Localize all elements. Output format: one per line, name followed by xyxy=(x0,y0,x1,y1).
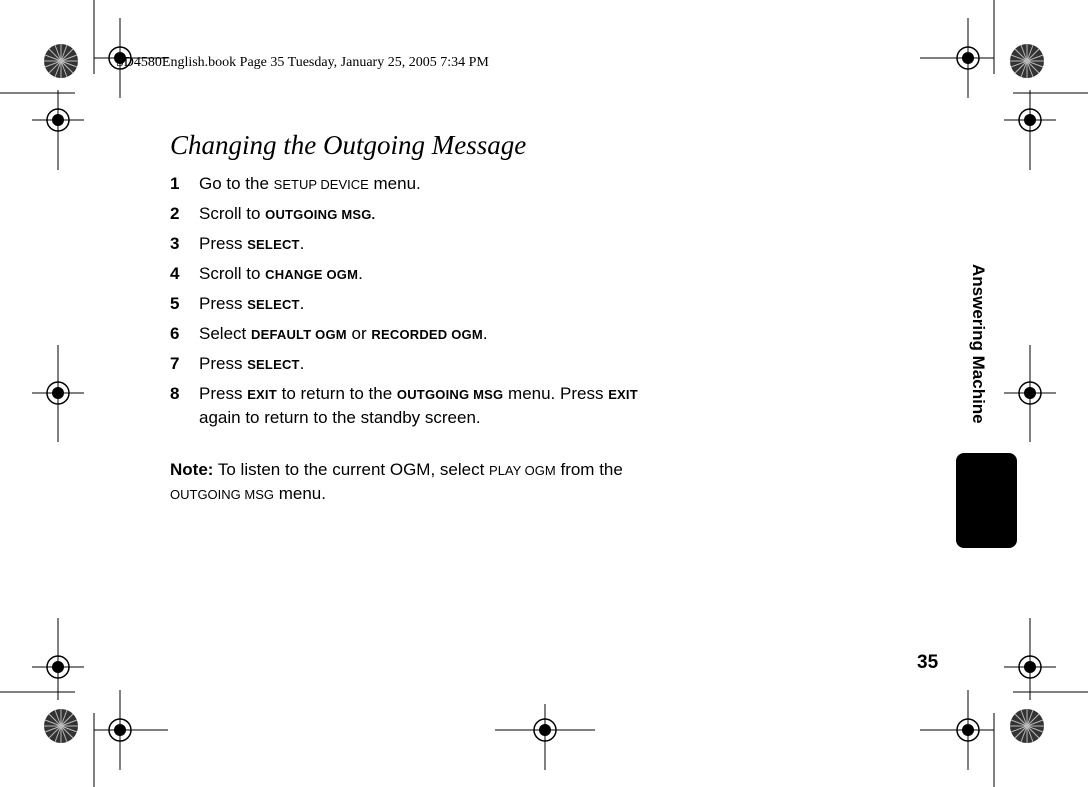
step-text xyxy=(199,294,304,313)
step-text xyxy=(199,174,421,193)
step-number: 1 xyxy=(170,174,180,193)
step-text xyxy=(199,264,363,283)
text-run: menu. Press xyxy=(503,384,609,403)
step-number: 6 xyxy=(170,324,180,343)
text-run: again to return to the standby screen. xyxy=(199,408,481,427)
step-item xyxy=(170,202,650,226)
step-text xyxy=(199,324,488,343)
text-run: To listen to the current OGM, select xyxy=(213,460,490,479)
step-number: 2 xyxy=(170,204,180,223)
menu-keyword: SELECT xyxy=(247,237,300,252)
step-number: 8 xyxy=(170,384,180,403)
step-text xyxy=(199,384,638,427)
text-run: . xyxy=(299,294,305,313)
print-header: SD4580English.book Page 35 Tuesday, January 25, 2005 7:34 PM xyxy=(116,55,489,70)
menu-keyword: EXIT xyxy=(247,387,277,402)
text-run: . xyxy=(299,354,305,373)
step-list xyxy=(170,172,650,435)
text-run: . xyxy=(482,324,488,343)
text-run: Scroll to xyxy=(199,204,266,223)
step-item xyxy=(170,292,650,316)
text-run: . xyxy=(358,264,363,283)
step-item xyxy=(170,172,650,196)
section-tab xyxy=(956,453,1017,548)
page-title: Changing the Outgoing Message xyxy=(170,130,527,160)
menu-keyword: OUTGOING MSG xyxy=(396,387,504,402)
menu-keyword: PLAY OGM xyxy=(489,463,556,478)
menu-keyword: CHANGE OGM xyxy=(265,267,359,282)
page-number: 35 xyxy=(917,652,939,673)
text-run: Press xyxy=(199,354,248,373)
menu-keyword: . xyxy=(371,207,376,222)
text-run: Press xyxy=(199,234,248,253)
menu-keyword: OUTGOING MSG xyxy=(170,487,274,502)
note-body xyxy=(170,460,623,503)
step-text xyxy=(199,234,304,253)
text-run: . xyxy=(299,234,305,253)
step-number: 3 xyxy=(170,234,180,253)
step-item xyxy=(170,382,650,429)
menu-keyword: OUTGOING MSG xyxy=(265,207,372,222)
text-run: Press xyxy=(199,384,248,403)
text-run: Press xyxy=(199,294,248,313)
text-run: menu. xyxy=(368,174,421,193)
step-number: 5 xyxy=(170,294,180,313)
menu-keyword: DEFAULT OGM xyxy=(250,327,347,342)
menu-keyword: SELECT xyxy=(247,297,300,312)
step-number: 4 xyxy=(170,264,180,283)
menu-keyword: SETUP DEVICE xyxy=(273,177,369,192)
step-item xyxy=(170,322,650,346)
note-label: Note: xyxy=(170,460,214,479)
step-item xyxy=(170,352,650,376)
step-text xyxy=(199,204,375,223)
text-run: or xyxy=(346,324,372,343)
step-text xyxy=(199,354,304,373)
menu-keyword: RECORDED OGM xyxy=(371,327,483,342)
menu-keyword: EXIT xyxy=(608,387,638,402)
text-run: Go to the xyxy=(199,174,274,193)
step-item xyxy=(170,262,650,286)
step-number: 7 xyxy=(170,354,180,373)
note-paragraph xyxy=(170,458,650,506)
text-run: menu. xyxy=(274,484,326,503)
step-item xyxy=(170,232,650,256)
section-tab-label: Answering Machine xyxy=(969,264,988,424)
text-run: Scroll to xyxy=(199,264,266,283)
text-run: to return to the xyxy=(276,384,397,403)
text-run: from the xyxy=(555,460,623,479)
menu-keyword: SELECT xyxy=(247,357,300,372)
text-run: Select xyxy=(199,324,251,343)
